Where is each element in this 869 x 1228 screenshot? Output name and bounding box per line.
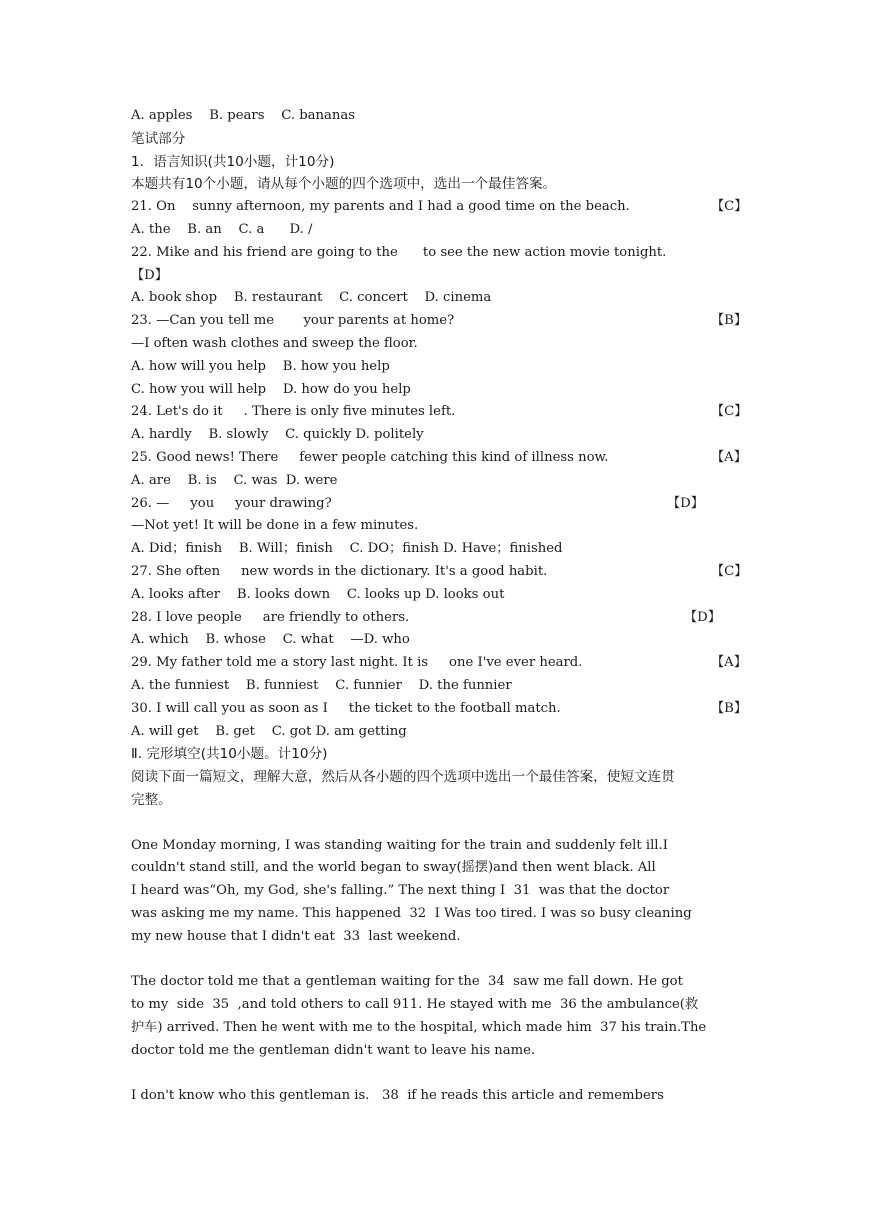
text-line bbox=[131, 835, 741, 858]
answer-mark: 【D】 bbox=[684, 609, 721, 625]
text-line bbox=[131, 515, 741, 538]
line-text: 28. I love people are friendly to others. bbox=[131, 609, 410, 625]
line-text: to my side 35 ,and told others to call 911. He stayed with me 36 the ambulance(救 bbox=[131, 997, 699, 1013]
text-line bbox=[131, 151, 741, 174]
answer-mark: 【B】 bbox=[711, 700, 748, 716]
line-text: A. Did；finish B. Will；finish C. DO；finish D. Have；finished bbox=[131, 541, 563, 557]
text-line bbox=[131, 379, 741, 402]
text-line bbox=[131, 675, 741, 698]
answer-mark: 【B】 bbox=[711, 313, 748, 329]
text-line bbox=[131, 1040, 741, 1063]
line-text: A. book shop B. restaurant C. concert D. cinema bbox=[131, 290, 492, 306]
document-page bbox=[131, 105, 748, 1108]
blank-line bbox=[131, 1062, 741, 1085]
text-line bbox=[131, 493, 741, 516]
line-text: One Monday morning, I was standing waiting for the train and suddenly felt ill.I bbox=[131, 837, 668, 853]
line-text: 阅读下面一篇短文，理解大意，然后从各小题的四个选项中选出一个最佳答案，使短文连贯 bbox=[131, 769, 675, 786]
line-text: 27. She often new words in the dictionary. It's a good habit. bbox=[131, 563, 548, 579]
text-line bbox=[131, 857, 741, 880]
text-line bbox=[131, 652, 747, 675]
text-line bbox=[131, 310, 748, 333]
text-line bbox=[131, 1017, 741, 1040]
line-text: 24. Let's do it . There is only five minutes left. bbox=[131, 404, 456, 420]
text-line bbox=[131, 128, 741, 151]
line-text: 笔试部分 bbox=[131, 130, 186, 147]
answer-mark: 【C】 bbox=[711, 404, 748, 420]
line-text: A. looks after B. looks down C. looks up D. looks out bbox=[131, 586, 505, 602]
line-text: 23. —Can you tell me your parents at home? bbox=[131, 313, 455, 329]
line-text: 29. My father told me a story last night. It is one I've ever heard. bbox=[131, 655, 583, 671]
text-line bbox=[131, 743, 741, 766]
line-text: —Not yet! It will be done in a few minutes. bbox=[131, 518, 419, 534]
line-text: 25. Good news! There fewer people catching this kind of illness now. bbox=[131, 449, 609, 465]
text-line bbox=[131, 971, 741, 994]
line-text: A. apples B. pears C. bananas bbox=[131, 108, 356, 123]
text-line bbox=[131, 538, 741, 561]
line-text: 护车) arrived. Then he went with me to the hospital, which made him 37 his train.The bbox=[131, 1019, 707, 1035]
text-line bbox=[131, 265, 741, 288]
text-line bbox=[131, 698, 748, 721]
line-text: 本题共有10个小题，请从每个小题的四个选项中，选出一个最佳答案。 bbox=[131, 176, 557, 193]
line-text: A. are B. is C. was D. were bbox=[131, 472, 338, 488]
text-line bbox=[131, 173, 741, 196]
line-text: C. how you will help D. how do you help bbox=[131, 381, 411, 397]
line-text: A. the funniest B. funniest C. funnier D. the funnier bbox=[131, 677, 512, 693]
text-line bbox=[131, 926, 741, 949]
text-line bbox=[131, 242, 741, 265]
text-line bbox=[131, 356, 741, 379]
text-line bbox=[131, 401, 748, 424]
answer-mark: 【A】 bbox=[711, 655, 747, 671]
line-text: A. how will you help B. how you help bbox=[131, 358, 390, 374]
text-line bbox=[131, 607, 741, 630]
text-line bbox=[131, 447, 747, 470]
line-text: —I often wash clothes and sweep the floor. bbox=[131, 335, 418, 351]
text-line bbox=[131, 219, 741, 242]
text-line bbox=[131, 470, 741, 493]
answer-mark: 【A】 bbox=[711, 449, 747, 465]
line-text: The doctor told me that a gentleman waiting for the 34 saw me fall down. He got bbox=[131, 974, 683, 990]
answer-mark: 【C】 bbox=[711, 563, 748, 579]
line-text: 22. Mike and his friend are going to the to see the new action movie tonight. bbox=[131, 244, 667, 260]
line-text: doctor told me the gentleman didn't want to leave his name. bbox=[131, 1042, 536, 1058]
line-text: my new house that I didn't eat 33 last weekend. bbox=[131, 928, 461, 944]
text-line bbox=[131, 766, 741, 789]
text-line bbox=[131, 1085, 741, 1108]
text-line bbox=[131, 584, 741, 607]
text-line bbox=[131, 629, 741, 652]
text-line bbox=[131, 903, 741, 926]
text-line bbox=[131, 196, 748, 219]
text-line bbox=[131, 789, 741, 812]
line-text: 30. I will call you as soon as I the ticket to the football match. bbox=[131, 700, 561, 716]
line-text: 完整。 bbox=[131, 791, 172, 808]
answer-mark: 【D】 bbox=[667, 495, 704, 511]
text-line bbox=[131, 105, 741, 128]
line-text: A. which B. whose C. what —D. who bbox=[131, 632, 410, 648]
text-line bbox=[131, 333, 741, 356]
line-text: 1．语言知识(共10小题，计10分) bbox=[131, 153, 335, 170]
text-line bbox=[131, 287, 741, 310]
text-line bbox=[131, 880, 741, 903]
line-text: I heard was“Oh, my God, she's falling.” The next thing I 31 was that the doctor bbox=[131, 883, 670, 899]
line-text: Ⅱ. 完形填空(共10小题。计10分) bbox=[131, 746, 328, 763]
answer-mark: 【C】 bbox=[711, 199, 748, 215]
line-text: couldn't stand still, and the world began to sway(摇摆)and then went black. All bbox=[131, 860, 656, 876]
line-text: I don't know who this gentleman is. 38 if he reads this article and remembers bbox=[131, 1088, 664, 1104]
text-line bbox=[131, 721, 741, 744]
text-line bbox=[131, 994, 741, 1017]
line-text: A. hardly B. slowly C. quickly D. politely bbox=[131, 427, 424, 443]
line-text: 26. — you your drawing? bbox=[131, 495, 332, 511]
line-text: was asking me my name. This happened 32 I Was too tired. I was so busy cleaning bbox=[131, 905, 692, 921]
text-line bbox=[131, 424, 741, 447]
line-text: 21. On sunny afternoon, my parents and I had a good time on the beach. bbox=[131, 199, 630, 215]
line-text: A. will get B. get C. got D. am getting bbox=[131, 723, 407, 739]
blank-line bbox=[131, 948, 741, 971]
blank-line bbox=[131, 812, 741, 835]
line-text: 【D】 bbox=[131, 267, 168, 283]
line-text: A. the B. an C. a D. / bbox=[131, 221, 313, 237]
text-line bbox=[131, 561, 748, 584]
